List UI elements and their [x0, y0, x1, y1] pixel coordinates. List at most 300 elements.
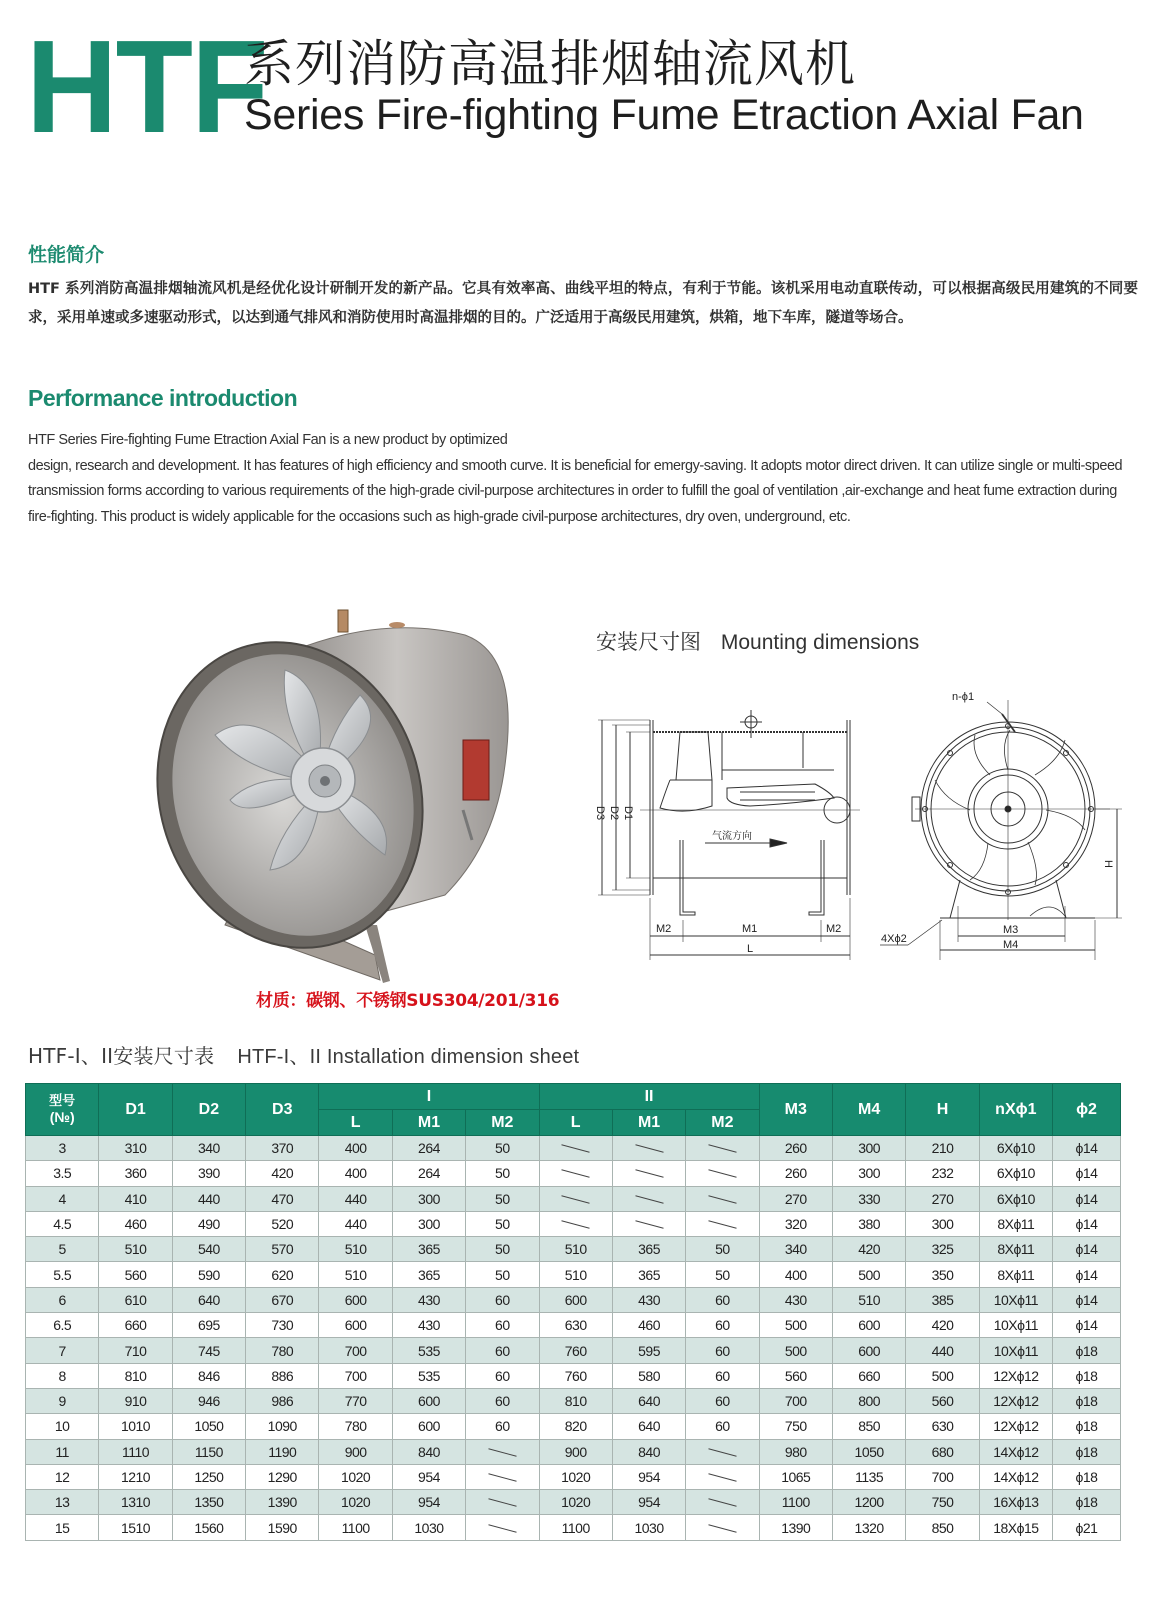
- table-cell: 780: [319, 1414, 392, 1439]
- table-cell: 400: [319, 1161, 392, 1186]
- table-cell: 300: [832, 1136, 905, 1161]
- table-cell: 300: [832, 1161, 905, 1186]
- table-header: [26, 1084, 1121, 1136]
- table-cell: 850: [832, 1414, 905, 1439]
- table-cell: 660: [99, 1313, 172, 1338]
- table-cell: 850: [906, 1515, 979, 1540]
- table-cell: ϕ18: [1053, 1490, 1121, 1515]
- table-row: [26, 1237, 1121, 1262]
- table-cell: 560: [906, 1388, 979, 1413]
- table-cell: ϕ14: [1053, 1211, 1121, 1236]
- col-header-model: 型号 (№): [26, 1084, 99, 1136]
- table-cell: 310: [99, 1136, 172, 1161]
- table-cell: 580: [612, 1363, 685, 1388]
- table-cell-not-applicable: [466, 1464, 539, 1489]
- table-cell-not-applicable: [466, 1515, 539, 1540]
- table-row: [26, 1338, 1121, 1363]
- table-cell-not-applicable: [612, 1211, 685, 1236]
- col-header-m3: M3: [759, 1084, 832, 1136]
- table-cell: 50: [466, 1237, 539, 1262]
- col-header-nxphi1: nXϕ1: [979, 1084, 1052, 1136]
- table-cell: 630: [906, 1414, 979, 1439]
- table-cell: 1190: [246, 1439, 319, 1464]
- table-cell: 13: [26, 1490, 99, 1515]
- table-cell: 730: [246, 1313, 319, 1338]
- col-header-phi2: ϕ2: [1053, 1084, 1121, 1136]
- table-cell-not-applicable: [612, 1161, 685, 1186]
- table-cell: 60: [466, 1388, 539, 1413]
- table-cell: 560: [99, 1262, 172, 1287]
- table-cell: 1010: [99, 1414, 172, 1439]
- table-cell: 540: [172, 1237, 245, 1262]
- table-cell: 10Xϕ11: [979, 1313, 1052, 1338]
- junction-box: [463, 740, 489, 800]
- table-cell: 232: [906, 1161, 979, 1186]
- table-cell: 50: [466, 1186, 539, 1211]
- table-cell: 954: [612, 1464, 685, 1489]
- table-row: [26, 1388, 1121, 1413]
- table-cell: 760: [539, 1363, 612, 1388]
- table-cell: 365: [612, 1262, 685, 1287]
- table-cell-not-applicable: [466, 1490, 539, 1515]
- table-cell: 600: [319, 1287, 392, 1312]
- table-cell: 1110: [99, 1439, 172, 1464]
- table-cell: 1560: [172, 1515, 245, 1540]
- table-cell: 840: [612, 1439, 685, 1464]
- table-cell: 270: [759, 1186, 832, 1211]
- table-cell: 400: [759, 1262, 832, 1287]
- table-cell: 50: [466, 1161, 539, 1186]
- table-cell: 420: [246, 1161, 319, 1186]
- table-cell: 700: [319, 1363, 392, 1388]
- table-cell: 4: [26, 1186, 99, 1211]
- col-header-d1: D1: [99, 1084, 172, 1136]
- label-l: L: [747, 943, 754, 955]
- table-cell: 760: [539, 1338, 612, 1363]
- table-cell: 600: [832, 1338, 905, 1363]
- table-cell: 986: [246, 1388, 319, 1413]
- table-cell: 210: [906, 1136, 979, 1161]
- table-cell: 3: [26, 1136, 99, 1161]
- table-cell: 10Xϕ11: [979, 1338, 1052, 1363]
- table-cell: 510: [99, 1237, 172, 1262]
- col-header-ii-m1: M1: [612, 1110, 685, 1136]
- page-header: [26, 13, 1156, 160]
- table-cell: 954: [612, 1490, 685, 1515]
- table-cell: 430: [612, 1287, 685, 1312]
- table-cell: 50: [466, 1262, 539, 1287]
- table-cell: 510: [539, 1262, 612, 1287]
- table-cell: ϕ18: [1053, 1338, 1121, 1363]
- table-cell: 510: [319, 1237, 392, 1262]
- table-cell: 535: [392, 1338, 465, 1363]
- table-cell: 1100: [319, 1515, 392, 1540]
- table-cell: 325: [906, 1237, 979, 1262]
- col-header-h: H: [906, 1084, 979, 1136]
- table-cell: ϕ18: [1053, 1464, 1121, 1489]
- table-cell: 500: [832, 1262, 905, 1287]
- table-cell: 350: [906, 1262, 979, 1287]
- table-cell: 4.5: [26, 1211, 99, 1236]
- table-cell: 520: [246, 1211, 319, 1236]
- product-photo-axial-fan: [145, 595, 520, 985]
- table-cell: 710: [99, 1338, 172, 1363]
- table-cell: 270: [906, 1186, 979, 1211]
- table-cell: 50: [466, 1211, 539, 1236]
- table-cell: 745: [172, 1338, 245, 1363]
- table-row: [26, 1363, 1121, 1388]
- table-cell: ϕ14: [1053, 1136, 1121, 1161]
- table-cell: 1320: [832, 1515, 905, 1540]
- table-cell: 12Xϕ12: [979, 1388, 1052, 1413]
- col-header-d2: D2: [172, 1084, 245, 1136]
- table-cell: 260: [759, 1136, 832, 1161]
- table-row: [26, 1490, 1121, 1515]
- table-row: [26, 1136, 1121, 1161]
- label-m2-left: M2: [656, 923, 672, 935]
- table-cell-not-applicable: [686, 1211, 759, 1236]
- table-cell: 1050: [832, 1439, 905, 1464]
- table-cell: ϕ14: [1053, 1313, 1121, 1338]
- table-cell: 490: [172, 1211, 245, 1236]
- table-cell: ϕ18: [1053, 1414, 1121, 1439]
- table-cell: 700: [759, 1388, 832, 1413]
- table-cell-not-applicable: [686, 1186, 759, 1211]
- table-cell: 264: [392, 1136, 465, 1161]
- table-cell: 420: [906, 1313, 979, 1338]
- table-row: [26, 1414, 1121, 1439]
- table-cell: 18Xϕ15: [979, 1515, 1052, 1540]
- table-cell: 1050: [172, 1414, 245, 1439]
- table-cell: 500: [759, 1338, 832, 1363]
- table-cell: 6Xϕ10: [979, 1136, 1052, 1161]
- table-cell: 846: [172, 1363, 245, 1388]
- table-cell: 385: [906, 1287, 979, 1312]
- table-row: [26, 1211, 1121, 1236]
- table-cell: 630: [539, 1313, 612, 1338]
- table-cell: 510: [319, 1262, 392, 1287]
- table-cell: 700: [319, 1338, 392, 1363]
- intro-line-2: design, research and development. It has features of high efficiency and smooth curve. It is beneficial for emergy-saving. It adopts motor direct driven. It can utilize single or multi-speed transmission forms according to various requirements of the high-grade civil-purpose architectures in order to fulfill the goal of ventilation ,air-exchange and heat fume extraction during fire-fighting. This product is widely applicable for the occasions such as high-grade civil-purpose architectures, dry oven, underground, etc.: [28, 457, 1123, 525]
- installation-dimension-table-wrapper: [25, 1083, 1121, 1541]
- table-cell: 370: [246, 1136, 319, 1161]
- table-cell: 12Xϕ12: [979, 1414, 1052, 1439]
- table-cell-not-applicable: [686, 1161, 759, 1186]
- table-cell-not-applicable: [686, 1136, 759, 1161]
- table-cell: 330: [832, 1186, 905, 1211]
- table-cell: 60: [686, 1363, 759, 1388]
- table-cell: 15: [26, 1515, 99, 1540]
- label-m3: M3: [1003, 924, 1019, 936]
- col-header-ii-m2: M2: [686, 1110, 759, 1136]
- table-title: [28, 1040, 579, 1069]
- table-cell: 264: [392, 1161, 465, 1186]
- table-cell: 440: [319, 1186, 392, 1211]
- table-cell: 700: [906, 1464, 979, 1489]
- table-cell: 50: [466, 1136, 539, 1161]
- table-cell: 60: [466, 1414, 539, 1439]
- table-row: [26, 1515, 1121, 1540]
- table-cell: 800: [832, 1388, 905, 1413]
- table-cell: 390: [172, 1161, 245, 1186]
- table-cell: 1590: [246, 1515, 319, 1540]
- table-cell: 750: [906, 1490, 979, 1515]
- table-cell: 560: [759, 1363, 832, 1388]
- table-cell: 460: [612, 1313, 685, 1338]
- table-cell: 365: [392, 1237, 465, 1262]
- table-cell: 12Xϕ12: [979, 1363, 1052, 1388]
- table-cell: 300: [392, 1186, 465, 1211]
- intro-paragraph-english: [28, 428, 1138, 530]
- table-cell: 600: [392, 1388, 465, 1413]
- table-cell: 620: [246, 1262, 319, 1287]
- table-cell: 60: [466, 1363, 539, 1388]
- table-cell: 750: [759, 1414, 832, 1439]
- table-cell-not-applicable: [686, 1515, 759, 1540]
- label-m4: M4: [1003, 939, 1019, 951]
- table-cell: 5: [26, 1237, 99, 1262]
- table-cell: 470: [246, 1186, 319, 1211]
- table-cell: 600: [539, 1287, 612, 1312]
- table-cell: 1020: [319, 1464, 392, 1489]
- table-cell: 1090: [246, 1414, 319, 1439]
- table-cell: 1020: [539, 1464, 612, 1489]
- table-cell: ϕ14: [1053, 1161, 1121, 1186]
- table-cell-not-applicable: [539, 1161, 612, 1186]
- table-cell: 1510: [99, 1515, 172, 1540]
- table-cell: 430: [759, 1287, 832, 1312]
- title-english: Series Fire-fighting Fume Etraction Axial Fan: [244, 91, 1084, 139]
- mounting-title-cn: 安装尺寸图: [596, 630, 701, 654]
- table-row: [26, 1464, 1121, 1489]
- table-cell: ϕ14: [1053, 1186, 1121, 1211]
- table-cell: ϕ18: [1053, 1363, 1121, 1388]
- table-cell: 440: [906, 1338, 979, 1363]
- label-m1: M1: [742, 923, 758, 935]
- col-header-i-m2: M2: [466, 1110, 539, 1136]
- table-cell: 820: [539, 1414, 612, 1439]
- table-cell: ϕ18: [1053, 1439, 1121, 1464]
- table-cell-not-applicable: [539, 1211, 612, 1236]
- table-cell-not-applicable: [686, 1439, 759, 1464]
- table-cell: 320: [759, 1211, 832, 1236]
- table-cell: 900: [539, 1439, 612, 1464]
- table-cell: 680: [906, 1439, 979, 1464]
- col-header-i-m1: M1: [392, 1110, 465, 1136]
- table-cell: 886: [246, 1363, 319, 1388]
- table-cell: 600: [832, 1313, 905, 1338]
- table-cell: ϕ18: [1053, 1388, 1121, 1413]
- table-row: [26, 1186, 1121, 1211]
- mounting-title-en: Mounting dimensions: [720, 631, 920, 654]
- table-row: [26, 1262, 1121, 1287]
- table-cell: 365: [392, 1262, 465, 1287]
- table-cell: 946: [172, 1388, 245, 1413]
- material-note: 材质：碳钢、不锈钢SUS304/201/316: [256, 991, 560, 1011]
- section-title-english: Performance introduction: [28, 385, 298, 411]
- table-cell: 410: [99, 1186, 172, 1211]
- table-cell: 60: [686, 1338, 759, 1363]
- table-cell: 660: [832, 1363, 905, 1388]
- table-cell: 3.5: [26, 1161, 99, 1186]
- table-cell: 60: [466, 1338, 539, 1363]
- label-4x-phi2: 4Xϕ2: [881, 933, 907, 945]
- table-cell: 595: [612, 1338, 685, 1363]
- table-cell: 1030: [392, 1515, 465, 1540]
- table-cell: 60: [686, 1414, 759, 1439]
- label-d1: D1: [622, 806, 634, 821]
- col-header-m4: M4: [832, 1084, 905, 1136]
- table-cell-not-applicable: [539, 1136, 612, 1161]
- table-cell: 640: [612, 1388, 685, 1413]
- table-cell: 430: [392, 1287, 465, 1312]
- table-cell: 1020: [539, 1490, 612, 1515]
- table-cell: 260: [759, 1161, 832, 1186]
- table-cell: 14Xϕ12: [979, 1464, 1052, 1489]
- table-cell: 954: [392, 1490, 465, 1515]
- table-cell: 695: [172, 1313, 245, 1338]
- table-cell: 6Xϕ10: [979, 1186, 1052, 1211]
- table-cell: 510: [832, 1287, 905, 1312]
- table-cell: 14Xϕ12: [979, 1439, 1052, 1464]
- label-m2-right: M2: [826, 923, 842, 935]
- table-cell: 840: [392, 1439, 465, 1464]
- table-cell: 12: [26, 1464, 99, 1489]
- table-cell: 8: [26, 1363, 99, 1388]
- table-cell: 10Xϕ11: [979, 1287, 1052, 1312]
- table-cell: 430: [392, 1313, 465, 1338]
- table-cell: 640: [612, 1414, 685, 1439]
- table-cell: 6.5: [26, 1313, 99, 1338]
- col-group-ii: II: [539, 1084, 759, 1110]
- table-cell: 1210: [99, 1464, 172, 1489]
- table-cell: 60: [686, 1313, 759, 1338]
- label-h: H: [1102, 860, 1114, 868]
- col-header-ii-l: L: [539, 1110, 612, 1136]
- table-cell: 8Xϕ11: [979, 1262, 1052, 1287]
- table-cell: 1100: [539, 1515, 612, 1540]
- table-cell: 810: [539, 1388, 612, 1413]
- col-header-d3: D3: [246, 1084, 319, 1136]
- table-row: [26, 1287, 1121, 1312]
- table-cell: 420: [832, 1237, 905, 1262]
- table-cell: 60: [466, 1287, 539, 1312]
- table-cell: ϕ21: [1053, 1515, 1121, 1540]
- table-cell: 600: [392, 1414, 465, 1439]
- table-cell: 1020: [319, 1490, 392, 1515]
- table-cell: 570: [246, 1237, 319, 1262]
- table-cell: 810: [99, 1363, 172, 1388]
- table-cell: 8Xϕ11: [979, 1211, 1052, 1236]
- table-cell: ϕ14: [1053, 1262, 1121, 1287]
- table-cell: 7: [26, 1338, 99, 1363]
- table-cell: 900: [319, 1439, 392, 1464]
- table-cell: 300: [906, 1211, 979, 1236]
- table-cell: 510: [539, 1237, 612, 1262]
- section-title-chinese: 性能简介: [28, 244, 105, 266]
- table-cell: 400: [319, 1136, 392, 1161]
- table-cell: 1350: [172, 1490, 245, 1515]
- table-row: [26, 1161, 1121, 1186]
- label-d3: D3: [594, 806, 606, 821]
- table-cell: 500: [906, 1363, 979, 1388]
- col-group-i: I: [319, 1084, 539, 1110]
- table-cell: 9: [26, 1388, 99, 1413]
- table-cell: 11: [26, 1439, 99, 1464]
- airflow-label: 气流方向: [712, 831, 752, 842]
- table-cell: 360: [99, 1161, 172, 1186]
- mounting-title: [596, 626, 919, 656]
- table-cell: 300: [392, 1211, 465, 1236]
- table-cell: 365: [612, 1237, 685, 1262]
- table-cell: 780: [246, 1338, 319, 1363]
- table-cell: 380: [832, 1211, 905, 1236]
- table-cell: 50: [686, 1237, 759, 1262]
- table-cell: 6: [26, 1287, 99, 1312]
- table-body: [26, 1136, 1121, 1541]
- table-cell: 1065: [759, 1464, 832, 1489]
- table-cell: 340: [172, 1136, 245, 1161]
- table-cell: 10: [26, 1414, 99, 1439]
- table-cell: 6Xϕ10: [979, 1161, 1052, 1186]
- table-cell: 600: [319, 1313, 392, 1338]
- table-cell: 670: [246, 1287, 319, 1312]
- col-header-i-l: L: [319, 1110, 392, 1136]
- intro-paragraph-chinese: HTF 系列消防高温排烟轴流风机是经优化设计研制开发的新产品。它具有效率高、曲线平坦的特点，有利于节能。该机采用电动直联传动，可以根据高级民用建筑的不同要求，采用单速或多速驱动形式，以达到通气排风和消防使用时高温排烟的目的。广泛适用于高级民用建筑，烘箱，地下车库，隧道等场合。: [28, 281, 1138, 326]
- table-cell: 535: [392, 1363, 465, 1388]
- title-chinese: 系列消防高温排烟轴流风机: [244, 35, 856, 93]
- table-cell: 980: [759, 1439, 832, 1464]
- table-cell: ϕ14: [1053, 1237, 1121, 1262]
- table-cell: 1030: [612, 1515, 685, 1540]
- label-d2: D2: [608, 806, 620, 821]
- table-cell: 1290: [246, 1464, 319, 1489]
- table-cell: 460: [99, 1211, 172, 1236]
- table-cell: 8Xϕ11: [979, 1237, 1052, 1262]
- table-cell-not-applicable: [686, 1490, 759, 1515]
- table-title-cn: HTF-I、II安装尺寸表: [28, 1044, 215, 1068]
- table-cell: 60: [686, 1287, 759, 1312]
- mounting-dimension-drawing: [590, 680, 1150, 970]
- table-cell: 1135: [832, 1464, 905, 1489]
- front-view: [880, 691, 1122, 960]
- table-row: [26, 1313, 1121, 1338]
- table-cell: 60: [466, 1313, 539, 1338]
- table-cell: 50: [686, 1262, 759, 1287]
- table-cell: 910: [99, 1388, 172, 1413]
- label-n-phi1: n-ϕ1: [952, 691, 975, 703]
- table-cell: 1390: [246, 1490, 319, 1515]
- intro-line-1: HTF Series Fire-fighting Fume Etraction Axial Fan is a new product by optimized: [28, 432, 508, 448]
- table-cell: ϕ14: [1053, 1287, 1121, 1312]
- side-view: [594, 710, 860, 960]
- table-cell-not-applicable: [539, 1186, 612, 1211]
- table-cell: 640: [172, 1287, 245, 1312]
- table-cell-not-applicable: [466, 1439, 539, 1464]
- table-cell: 770: [319, 1388, 392, 1413]
- table-cell: 1250: [172, 1464, 245, 1489]
- table-cell: 1200: [832, 1490, 905, 1515]
- table-cell-not-applicable: [612, 1136, 685, 1161]
- table-row: [26, 1439, 1121, 1464]
- table-cell: 1310: [99, 1490, 172, 1515]
- installation-dimension-table: [25, 1083, 1121, 1541]
- table-cell: 5.5: [26, 1262, 99, 1287]
- table-cell: 440: [172, 1186, 245, 1211]
- table-cell: 590: [172, 1262, 245, 1287]
- table-cell: 1150: [172, 1439, 245, 1464]
- table-cell-not-applicable: [686, 1464, 759, 1489]
